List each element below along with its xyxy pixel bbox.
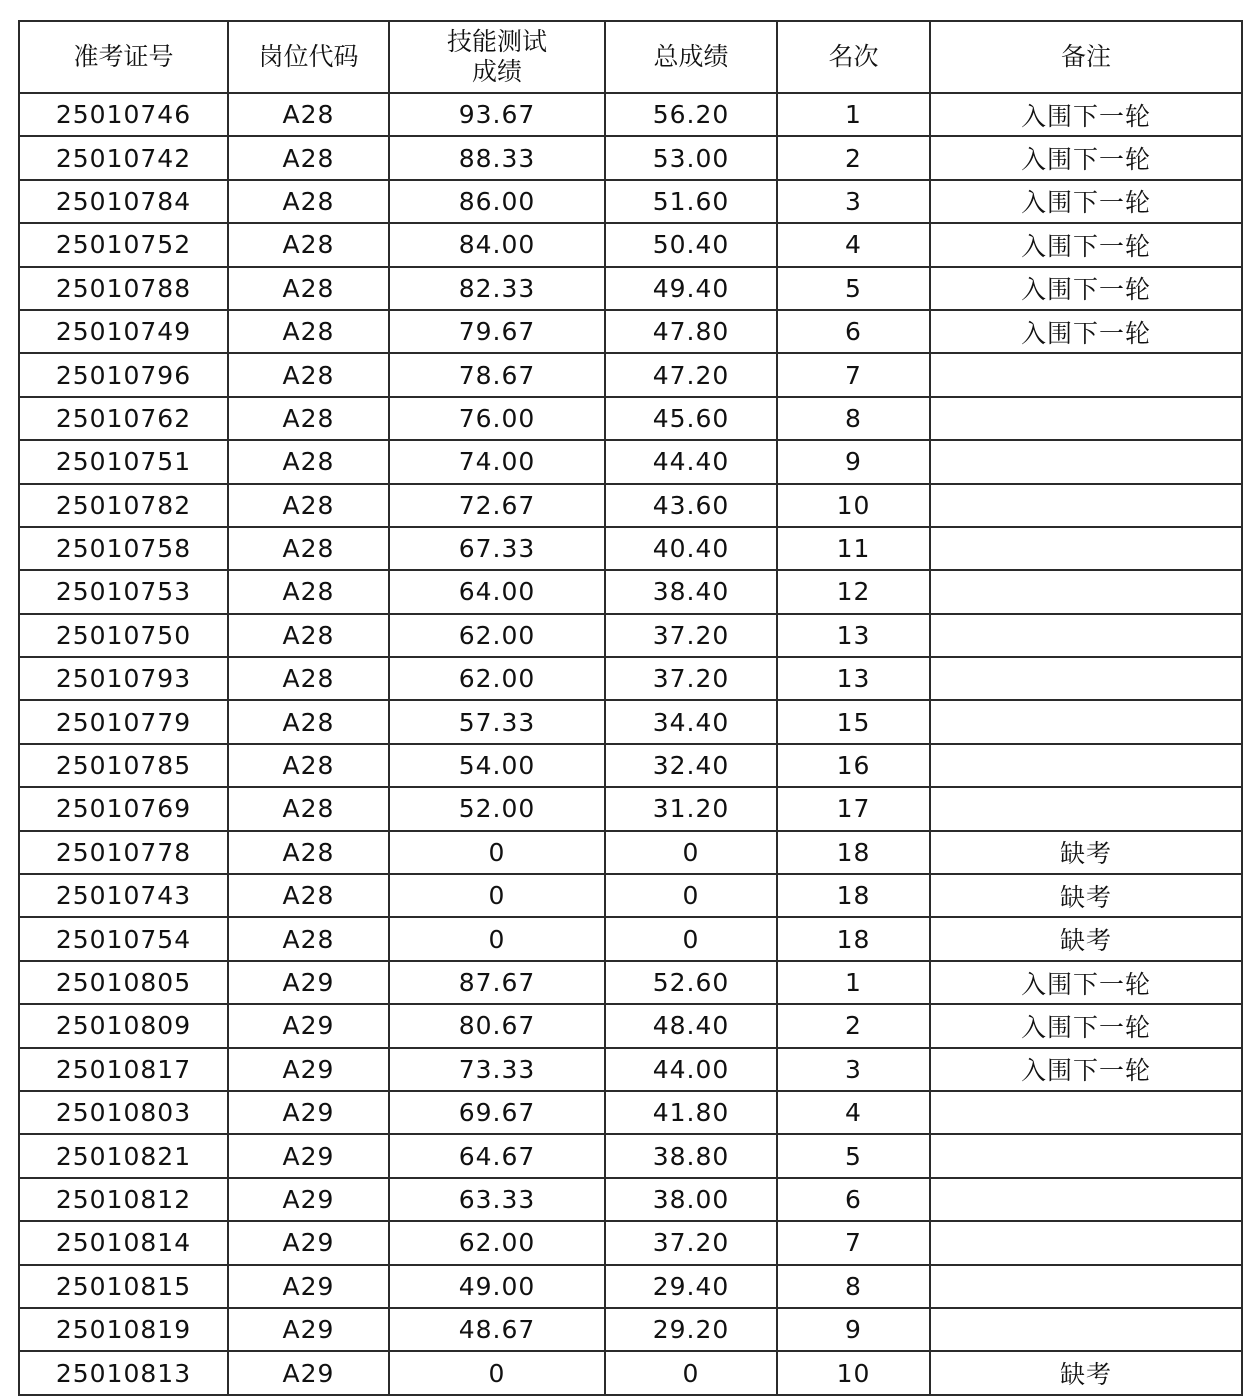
table-row [19, 1091, 1242, 1134]
header-total-score: 总成绩 [605, 21, 777, 93]
cell-remark: 缺考 [930, 874, 1242, 917]
table-row [19, 310, 1242, 353]
cell-skill-score: 74.00 [389, 440, 605, 483]
cell-rank: 16 [777, 744, 930, 787]
cell-exam-no: 25010743 [19, 874, 228, 917]
cell-exam-no: 25010762 [19, 397, 228, 440]
cell-skill-score: 49.00 [389, 1265, 605, 1308]
cell-total-score: 29.20 [605, 1308, 777, 1351]
cell-skill-score: 52.00 [389, 787, 605, 830]
cell-post-code: A28 [228, 917, 389, 960]
cell-exam-no: 25010758 [19, 527, 228, 570]
cell-rank: 4 [777, 223, 930, 266]
cell-skill-score: 69.67 [389, 1091, 605, 1134]
cell-post-code: A29 [228, 961, 389, 1004]
table-row [19, 1004, 1242, 1047]
cell-skill-score: 87.67 [389, 961, 605, 1004]
cell-post-code: A28 [228, 874, 389, 917]
cell-exam-no: 25010821 [19, 1134, 228, 1177]
cell-rank: 2 [777, 1004, 930, 1047]
cell-rank: 18 [777, 874, 930, 917]
cell-skill-score: 93.67 [389, 93, 605, 136]
table-row [19, 744, 1242, 787]
cell-remark: 缺考 [930, 1351, 1242, 1394]
cell-rank: 12 [777, 570, 930, 613]
table-row [19, 961, 1242, 1004]
table-row [19, 223, 1242, 266]
cell-total-score: 41.80 [605, 1091, 777, 1134]
table-row [19, 1048, 1242, 1091]
cell-post-code: A29 [228, 1004, 389, 1047]
cell-exam-no: 25010805 [19, 961, 228, 1004]
cell-remark [930, 1308, 1242, 1351]
cell-total-score: 43.60 [605, 484, 777, 527]
cell-rank: 13 [777, 614, 930, 657]
cell-post-code: A28 [228, 527, 389, 570]
cell-remark [930, 787, 1242, 830]
cell-remark: 入围下一轮 [930, 1048, 1242, 1091]
cell-exam-no: 25010754 [19, 917, 228, 960]
cell-skill-score: 0 [389, 831, 605, 874]
cell-remark [930, 614, 1242, 657]
cell-total-score: 38.40 [605, 570, 777, 613]
header-exam-no: 准考证号 [19, 21, 228, 93]
cell-post-code: A28 [228, 744, 389, 787]
cell-exam-no: 25010778 [19, 831, 228, 874]
cell-exam-no: 25010749 [19, 310, 228, 353]
cell-rank: 1 [777, 961, 930, 1004]
cell-rank: 7 [777, 1221, 930, 1264]
cell-skill-score: 63.33 [389, 1178, 605, 1221]
cell-post-code: A29 [228, 1221, 389, 1264]
cell-post-code: A29 [228, 1178, 389, 1221]
cell-exam-no: 25010751 [19, 440, 228, 483]
cell-skill-score: 0 [389, 917, 605, 960]
cell-remark [930, 440, 1242, 483]
cell-rank: 8 [777, 1265, 930, 1308]
cell-exam-no: 25010769 [19, 787, 228, 830]
table-row [19, 353, 1242, 396]
table-row [19, 93, 1242, 136]
cell-skill-score: 64.00 [389, 570, 605, 613]
cell-total-score: 50.40 [605, 223, 777, 266]
cell-post-code: A28 [228, 831, 389, 874]
cell-rank: 1 [777, 93, 930, 136]
cell-skill-score: 86.00 [389, 180, 605, 223]
table-body [19, 93, 1242, 1395]
cell-rank: 3 [777, 180, 930, 223]
cell-rank: 11 [777, 527, 930, 570]
cell-rank: 18 [777, 917, 930, 960]
cell-rank: 15 [777, 700, 930, 743]
table-row [19, 570, 1242, 613]
table-row [19, 136, 1242, 179]
cell-post-code: A28 [228, 657, 389, 700]
cell-post-code: A29 [228, 1265, 389, 1308]
cell-post-code: A28 [228, 136, 389, 179]
cell-total-score: 38.00 [605, 1178, 777, 1221]
cell-total-score: 37.20 [605, 614, 777, 657]
cell-remark: 入围下一轮 [930, 961, 1242, 1004]
cell-remark [930, 744, 1242, 787]
cell-total-score: 47.80 [605, 310, 777, 353]
cell-remark [930, 484, 1242, 527]
header-rank: 名次 [777, 21, 930, 93]
cell-rank: 6 [777, 1178, 930, 1221]
cell-total-score: 40.40 [605, 527, 777, 570]
cell-remark [930, 353, 1242, 396]
cell-total-score: 44.40 [605, 440, 777, 483]
cell-exam-no: 25010819 [19, 1308, 228, 1351]
table-row [19, 614, 1242, 657]
cell-exam-no: 25010742 [19, 136, 228, 179]
cell-total-score: 0 [605, 1351, 777, 1394]
cell-exam-no: 25010815 [19, 1265, 228, 1308]
table-row [19, 1351, 1242, 1394]
cell-exam-no: 25010796 [19, 353, 228, 396]
cell-total-score: 0 [605, 874, 777, 917]
table-row [19, 1134, 1242, 1177]
cell-rank: 10 [777, 1351, 930, 1394]
cell-remark: 缺考 [930, 831, 1242, 874]
cell-exam-no: 25010785 [19, 744, 228, 787]
header-skill-score-line1: 技能测试 [446, 27, 547, 56]
cell-skill-score: 62.00 [389, 657, 605, 700]
cell-skill-score: 80.67 [389, 1004, 605, 1047]
table-row [19, 700, 1242, 743]
table-row [19, 917, 1242, 960]
cell-post-code: A28 [228, 700, 389, 743]
cell-rank: 8 [777, 397, 930, 440]
cell-post-code: A28 [228, 787, 389, 830]
cell-rank: 5 [777, 267, 930, 310]
table-row [19, 874, 1242, 917]
cell-exam-no: 25010803 [19, 1091, 228, 1134]
cell-rank: 13 [777, 657, 930, 700]
cell-rank: 10 [777, 484, 930, 527]
cell-skill-score: 73.33 [389, 1048, 605, 1091]
cell-post-code: A28 [228, 353, 389, 396]
header-post-code: 岗位代码 [228, 21, 389, 93]
cell-post-code: A28 [228, 180, 389, 223]
cell-total-score: 45.60 [605, 397, 777, 440]
cell-exam-no: 25010813 [19, 1351, 228, 1394]
cell-rank: 7 [777, 353, 930, 396]
cell-rank: 4 [777, 1091, 930, 1134]
cell-post-code: A29 [228, 1351, 389, 1394]
cell-rank: 3 [777, 1048, 930, 1091]
cell-rank: 18 [777, 831, 930, 874]
cell-post-code: A29 [228, 1048, 389, 1091]
cell-exam-no: 25010809 [19, 1004, 228, 1047]
cell-remark [930, 397, 1242, 440]
cell-remark: 入围下一轮 [930, 93, 1242, 136]
cell-skill-score: 62.00 [389, 614, 605, 657]
cell-skill-score: 79.67 [389, 310, 605, 353]
cell-total-score: 52.60 [605, 961, 777, 1004]
cell-total-score: 29.40 [605, 1265, 777, 1308]
cell-skill-score: 82.33 [389, 267, 605, 310]
cell-total-score: 53.00 [605, 136, 777, 179]
cell-rank: 2 [777, 136, 930, 179]
cell-total-score: 0 [605, 917, 777, 960]
table-row [19, 1265, 1242, 1308]
table-row [19, 527, 1242, 570]
cell-total-score: 0 [605, 831, 777, 874]
cell-remark [930, 1091, 1242, 1134]
cell-remark: 入围下一轮 [930, 267, 1242, 310]
cell-post-code: A28 [228, 484, 389, 527]
cell-skill-score: 72.67 [389, 484, 605, 527]
cell-exam-no: 25010793 [19, 657, 228, 700]
cell-exam-no: 25010779 [19, 700, 228, 743]
cell-total-score: 38.80 [605, 1134, 777, 1177]
header-row [19, 21, 1242, 93]
cell-total-score: 44.00 [605, 1048, 777, 1091]
cell-post-code: A28 [228, 614, 389, 657]
cell-skill-score: 88.33 [389, 136, 605, 179]
cell-remark: 入围下一轮 [930, 310, 1242, 353]
cell-post-code: A28 [228, 223, 389, 266]
cell-exam-no: 25010782 [19, 484, 228, 527]
table-row [19, 180, 1242, 223]
cell-remark: 入围下一轮 [930, 1004, 1242, 1047]
cell-post-code: A28 [228, 93, 389, 136]
cell-total-score: 49.40 [605, 267, 777, 310]
cell-remark [930, 1134, 1242, 1177]
cell-post-code: A28 [228, 570, 389, 613]
cell-post-code: A28 [228, 440, 389, 483]
table-row [19, 267, 1242, 310]
cell-rank: 17 [777, 787, 930, 830]
cell-total-score: 37.20 [605, 657, 777, 700]
cell-exam-no: 25010750 [19, 614, 228, 657]
cell-remark [930, 570, 1242, 613]
cell-skill-score: 54.00 [389, 744, 605, 787]
cell-skill-score: 67.33 [389, 527, 605, 570]
cell-total-score: 31.20 [605, 787, 777, 830]
table-row [19, 440, 1242, 483]
cell-rank: 6 [777, 310, 930, 353]
cell-exam-no: 25010746 [19, 93, 228, 136]
cell-remark [930, 527, 1242, 570]
cell-remark: 缺考 [930, 917, 1242, 960]
cell-skill-score: 84.00 [389, 223, 605, 266]
cell-post-code: A29 [228, 1091, 389, 1134]
header-remark: 备注 [930, 21, 1242, 93]
header-skill-score [389, 21, 605, 93]
table-row [19, 1308, 1242, 1351]
cell-remark [930, 1178, 1242, 1221]
table-row [19, 657, 1242, 700]
cell-exam-no: 25010752 [19, 223, 228, 266]
cell-post-code: A29 [228, 1134, 389, 1177]
cell-skill-score: 76.00 [389, 397, 605, 440]
cell-total-score: 34.40 [605, 700, 777, 743]
table-row [19, 1221, 1242, 1264]
table-row [19, 1178, 1242, 1221]
cell-exam-no: 25010753 [19, 570, 228, 613]
cell-skill-score: 62.00 [389, 1221, 605, 1264]
cell-total-score: 48.40 [605, 1004, 777, 1047]
table-row [19, 787, 1242, 830]
cell-total-score: 47.20 [605, 353, 777, 396]
cell-remark [930, 1265, 1242, 1308]
table-header [19, 21, 1242, 93]
cell-skill-score: 48.67 [389, 1308, 605, 1351]
cell-total-score: 56.20 [605, 93, 777, 136]
cell-exam-no: 25010814 [19, 1221, 228, 1264]
cell-total-score: 51.60 [605, 180, 777, 223]
cell-exam-no: 25010817 [19, 1048, 228, 1091]
cell-remark: 入围下一轮 [930, 136, 1242, 179]
cell-post-code: A28 [228, 397, 389, 440]
cell-remark: 入围下一轮 [930, 180, 1242, 223]
cell-post-code: A28 [228, 310, 389, 353]
cell-exam-no: 25010784 [19, 180, 228, 223]
table-row [19, 831, 1242, 874]
cell-remark [930, 700, 1242, 743]
cell-post-code: A29 [228, 1308, 389, 1351]
cell-rank: 5 [777, 1134, 930, 1177]
cell-rank: 9 [777, 1308, 930, 1351]
cell-skill-score: 78.67 [389, 353, 605, 396]
cell-exam-no: 25010812 [19, 1178, 228, 1221]
cell-exam-no: 25010788 [19, 267, 228, 310]
header-skill-score-line2: 成绩 [471, 57, 522, 86]
cell-remark: 入围下一轮 [930, 223, 1242, 266]
table-row [19, 484, 1242, 527]
cell-post-code: A28 [228, 267, 389, 310]
cell-skill-score: 57.33 [389, 700, 605, 743]
cell-total-score: 37.20 [605, 1221, 777, 1264]
cell-total-score: 32.40 [605, 744, 777, 787]
cell-remark [930, 1221, 1242, 1264]
score-table [18, 20, 1243, 1396]
cell-skill-score: 64.67 [389, 1134, 605, 1177]
cell-skill-score: 0 [389, 874, 605, 917]
cell-remark [930, 657, 1242, 700]
table-row [19, 397, 1242, 440]
cell-rank: 9 [777, 440, 930, 483]
cell-skill-score: 0 [389, 1351, 605, 1394]
